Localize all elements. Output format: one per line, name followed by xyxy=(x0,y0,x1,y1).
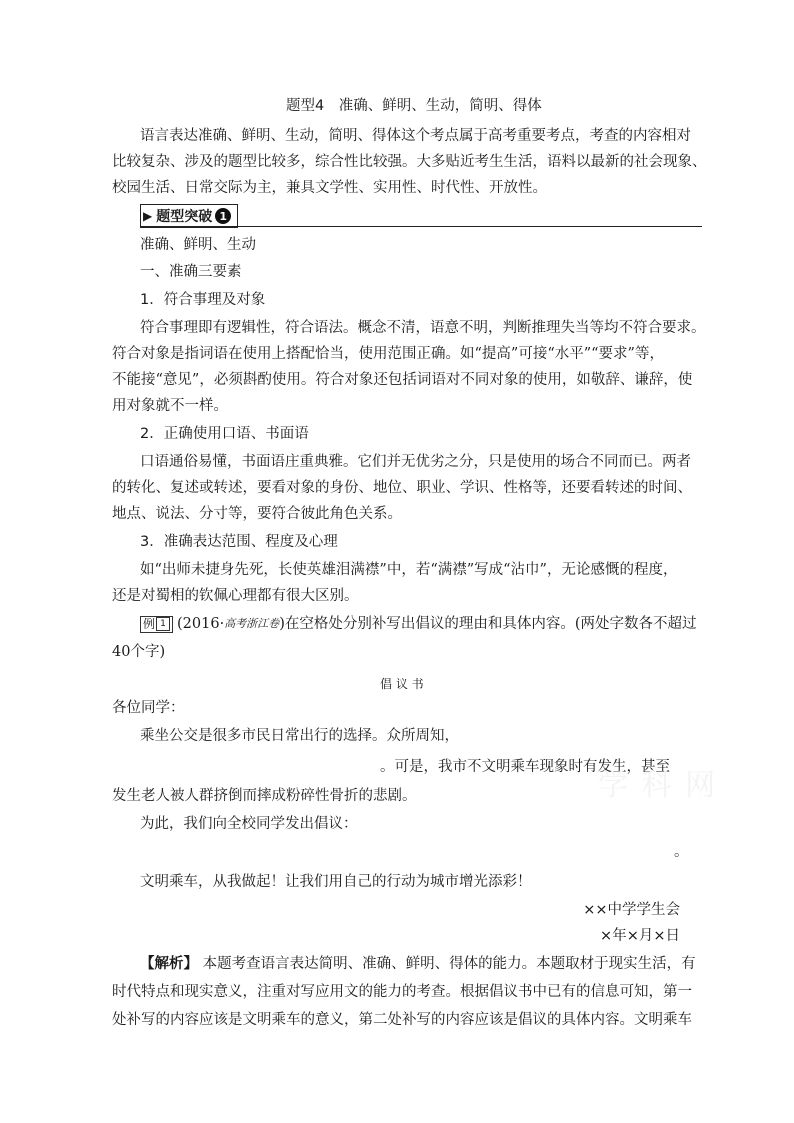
intro-line: 比较复杂、涉及的题型比较多，综合性比较强。大多贴近考生生活，语料以最新的社会现象、 xyxy=(112,154,707,170)
letter-paragraph: 乘坐公交是很多市民日常出行的选择。众所周知， xyxy=(140,728,459,744)
example-prompt-cont: 40个字) xyxy=(112,644,166,660)
paragraph-line: 还是对蜀相的钦佩心理都有很大区别。 xyxy=(112,588,359,604)
example-source: 高考浙江卷 xyxy=(224,617,280,630)
paragraph-line: 口语通俗易懂，书面语庄重典雅。它们并无优劣之分，只是使用的场合不同而已。两者 xyxy=(140,454,691,470)
paragraph-line: 的转化、复述或转述，要看对象的身份、地位、职业、学识、性格等，还要看转述的时间、 xyxy=(112,480,692,496)
intro-line: 语言表达准确、鲜明、生动，简明、得体这个考点属于高考重要考点，考查的内容相对 xyxy=(140,128,691,144)
play-arrow-icon: ▶ xyxy=(143,209,153,223)
letter-greeting: 各位同学： xyxy=(112,700,185,716)
section-heading: 准确、鲜明、生动 xyxy=(140,237,256,253)
analysis-line: 处补写的内容应该是文明乘车的意义，第二处补写的内容应该是倡议的具体内容。文明乘车 xyxy=(112,1012,692,1028)
paragraph-line: 地点、说法、分寸等，要符合彼此角色关系。 xyxy=(112,506,402,522)
point-heading: 1．符合事理及对象 xyxy=(140,292,266,308)
letter-paragraph: 发生老人被人群挤倒而摔成粉碎性骨折的悲剧。 xyxy=(112,788,417,804)
example-year: (2016· xyxy=(177,616,225,632)
subheading: 一、准确三要素 xyxy=(140,264,242,280)
banner-number: 1 xyxy=(215,208,231,224)
analysis-line: 时代特点和现实意义，注重对写应用文的能力的考查。根据倡议书中已有的信息可知，第一 xyxy=(112,984,692,1000)
intro-line: 校园生活、日常交际为主，兼具文学性、实用性、时代性、开放性。 xyxy=(112,180,547,196)
analysis-label: 【解析】 xyxy=(140,956,198,972)
analysis-text: 本题考查语言表达简明、准确、鲜明、得体的能力。本题取材于现实生活，有 xyxy=(202,956,696,972)
page-title: 题型4 准确、鲜明、生动，简明、得体 xyxy=(286,98,542,114)
section-banner xyxy=(140,205,238,227)
paragraph-line: 符合事理即有逻辑性，符合语法。概念不清，语意不明，判断推理失当等均不符合要求。 xyxy=(140,320,706,336)
paragraph-line: 如“出师未捷身先死，长使英雄泪满襟”中，若“满襟”写成“沾巾”，无论感慨的程度， xyxy=(140,562,678,578)
letter-title: 倡 议 书 xyxy=(380,677,424,691)
letter-paragraph: 为此，我们向全校同学发出倡议： xyxy=(140,816,358,832)
banner-divider xyxy=(140,226,702,227)
watermark: 学 科 网 xyxy=(598,768,718,803)
letter-date: ×年×月×日 xyxy=(600,928,680,944)
paragraph-line: 不能接“意见”，必须斟酌使用。符合对象还包括词语对不同对象的使用，如敬辞、谦辞，使 xyxy=(112,372,693,388)
paragraph-line: 符合对象是指词语在使用上搭配恰当，使用范围正确。如“提高”可接“水平”“要求”等， xyxy=(112,346,664,362)
example-prompt xyxy=(140,614,697,634)
analysis-line xyxy=(140,954,696,974)
paragraph-line: 用对象就不一样。 xyxy=(112,398,228,414)
letter-blank-end: 。 xyxy=(674,844,689,860)
example-badge: 例 1 xyxy=(140,616,173,633)
letter-paragraph: 。可是，我市不文明乘车现象时有发生，甚至 xyxy=(380,759,670,775)
letter-paragraph: 文明乘车，从我做起！让我们用自己的行动为城市增光添彩！ xyxy=(140,874,532,890)
banner-label: 题型突破 xyxy=(156,209,213,225)
point-heading: 3．准确表达范围、程度及心理 xyxy=(140,534,338,550)
letter-signature: ××中学学生会 xyxy=(583,902,680,918)
point-heading: 2．正确使用口语、书面语 xyxy=(140,426,309,442)
example-prompt-text: )在空格处分别补写出倡议的理由和具体内容。(两处字数各不超过 xyxy=(279,616,697,632)
